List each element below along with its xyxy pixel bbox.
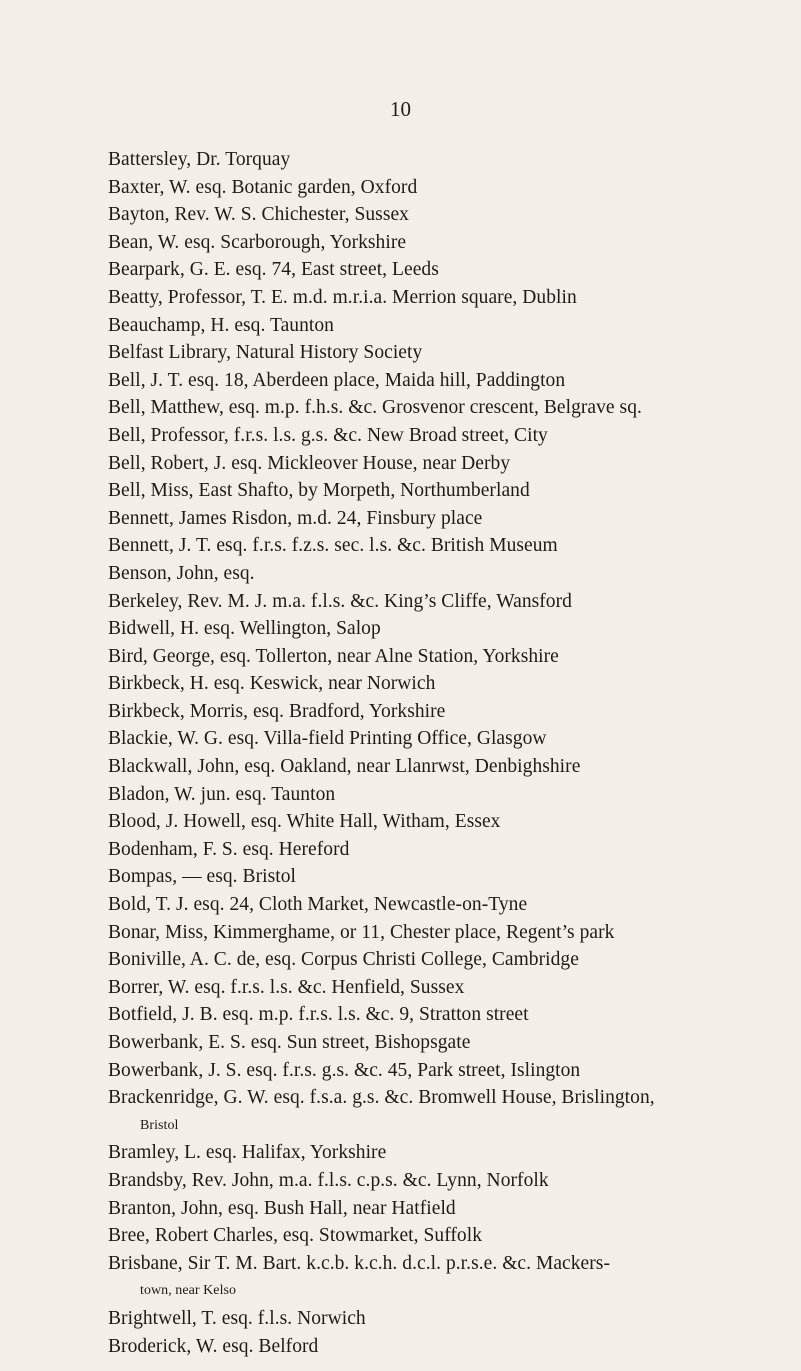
list-item: Bean, W. esq. Scarborough, Yorkshire bbox=[108, 231, 407, 253]
list-item: Bearpark, G. E. esq. 74, East street, Leeds bbox=[108, 259, 439, 281]
list-item: Bennett, James Risdon, m.d. 24, Finsbury place bbox=[108, 507, 483, 529]
list-item: Botfield, J. B. esq. m.p. f.r.s. l.s. &c. 9, Stratton street bbox=[108, 1004, 529, 1026]
list-item: Bell, Professor, f.r.s. l.s. g.s. &c. New Broad street, City bbox=[108, 424, 548, 446]
list-item: Bonar, Miss, Kimmerghame, or 11, Chester place, Regent’s park bbox=[108, 921, 615, 943]
list-item: Bree, Robert Charles, esq. Stowmarket, Suffolk bbox=[108, 1225, 482, 1247]
list-item: Bennett, J. T. esq. f.r.s. f.z.s. sec. l.s. &c. British Museum bbox=[108, 535, 558, 557]
list-item: Bowerbank, E. S. esq. Sun street, Bishopsgate bbox=[108, 1032, 471, 1053]
list-item: Bayton, Rev. W. S. Chichester, Sussex bbox=[108, 204, 409, 226]
list-item: Broderick, W. esq. Belford bbox=[108, 1335, 319, 1357]
list-item: Brightwell, T. esq. f.l.s. Norwich bbox=[108, 1307, 366, 1329]
list-item: Bompas, — esq. Bristol bbox=[108, 866, 296, 888]
list-item: Branton, John, esq. Bush Hall, near Hatfield bbox=[108, 1197, 456, 1219]
list-item: Birkbeck, H. esq. Keswick, near Norwich bbox=[108, 673, 436, 695]
list-item: Blackie, W. G. esq. Villa-field Printing Office, Glasgow bbox=[108, 728, 547, 750]
list-item: Bowerbank, J. S. esq. f.r.s. g.s. &c. 45, Park street, Islington bbox=[108, 1059, 581, 1081]
list-item: Berkeley, Rev. M. J. m.a. f.l.s. &c. King’s Cliffe, Wansford bbox=[108, 590, 572, 612]
list-item: Benson, John, esq. bbox=[108, 562, 255, 584]
list-item: Bladon, W. jun. esq. Taunton bbox=[108, 783, 336, 805]
list-item-continuation: town, near Kelso bbox=[140, 1283, 237, 1299]
list-item: Bramley, L. esq. Halifax, Yorkshire bbox=[108, 1142, 387, 1164]
list-item: Belfast Library, Natural History Society bbox=[108, 342, 423, 364]
page-number: 10 bbox=[390, 97, 411, 121]
list-item: Bell, Robert, J. esq. Mickleover House, near Derby bbox=[108, 452, 511, 474]
list-item: Bell, Miss, East Shafto, by Morpeth, Northumberland bbox=[108, 480, 530, 502]
list-item: Borrer, W. esq. f.r.s. l.s. &c. Henfield, Sussex bbox=[108, 976, 465, 998]
list-item: Beauchamp, H. esq. Taunton bbox=[108, 314, 334, 336]
list-item: Blackwall, John, esq. Oakland, near Llanrwst, Denbighshire bbox=[108, 756, 581, 778]
list-item: Boniville, A. C. de, esq. Corpus Christi College, Cambridge bbox=[108, 949, 579, 971]
list-item: Brackenridge, G. W. esq. f.s.a. g.s. &c. Bromwell House, Brislington, bbox=[108, 1087, 655, 1109]
list-item-continuation: Bristol bbox=[140, 1117, 179, 1133]
list-item: Battersley, Dr. Torquay bbox=[108, 149, 291, 170]
list-item: Blood, J. Howell, esq. White Hall, Witham, Essex bbox=[108, 811, 501, 833]
list-item: Bell, J. T. esq. 18, Aberdeen place, Maida hill, Paddington bbox=[108, 369, 566, 391]
list-item: Bidwell, H. esq. Wellington, Salop bbox=[108, 618, 381, 640]
member-list bbox=[108, 146, 798, 1360]
list-item: Baxter, W. esq. Botanic garden, Oxford bbox=[108, 176, 418, 198]
list-item: Beatty, Professor, T. E. m.d. m.r.i.a. Merrion square, Dublin bbox=[108, 286, 577, 308]
list-item: Bold, T. J. esq. 24, Cloth Market, Newcastle-on-Tyne bbox=[108, 894, 528, 916]
list-item: Bodenham, F. S. esq. Hereford bbox=[108, 838, 350, 860]
list-item: Bell, Matthew, esq. m.p. f.h.s. &c. Grosvenor crescent, Belgrave sq. bbox=[108, 397, 642, 419]
list-item: Bird, George, esq. Tollerton, near Alne Station, Yorkshire bbox=[108, 645, 559, 667]
list-item: Brandsby, Rev. John, m.a. f.l.s. c.p.s. &c. Lynn, Norfolk bbox=[108, 1169, 549, 1191]
list-item: Brisbane, Sir T. M. Bart. k.c.b. k.c.h. d.c.l. p.r.s.e. &c. Mackers- bbox=[108, 1252, 610, 1274]
list-item: Birkbeck, Morris, esq. Bradford, Yorkshire bbox=[108, 700, 446, 722]
